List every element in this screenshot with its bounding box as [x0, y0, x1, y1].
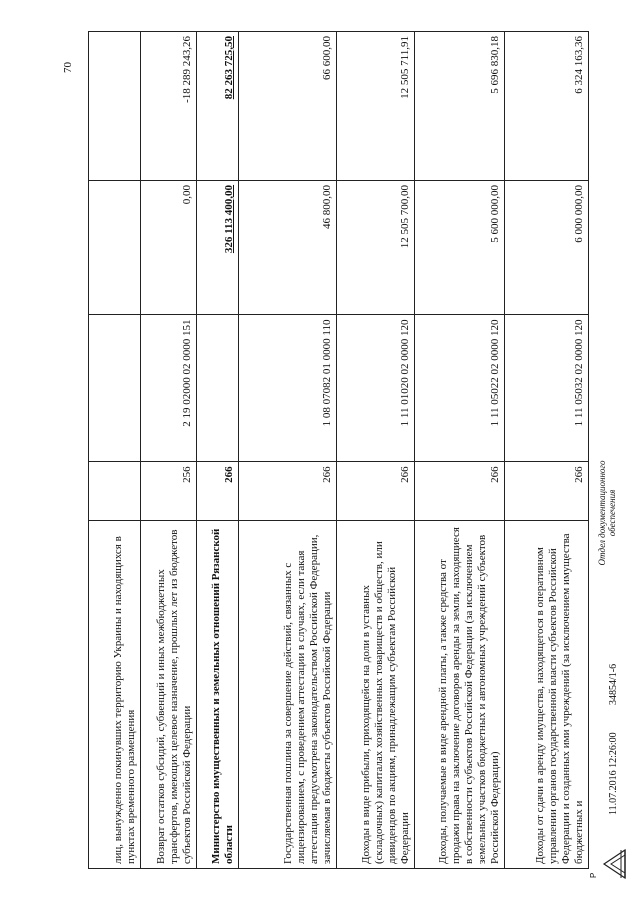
registration-stamp: [589, 847, 627, 881]
row-kbk-cell-text: 1 11 01020 02 0000 120: [399, 319, 411, 427]
row-exec-cell-text: 66 600,00: [321, 36, 333, 80]
row-name-cell: [89, 520, 141, 868]
row-exec-cell: [337, 32, 415, 181]
row-exec-cell-text: -18 289 243,26: [181, 36, 193, 103]
row-plan-cell: [337, 180, 415, 315]
row-plan-cell-text: 6 000 000,00: [573, 184, 585, 243]
row-code-cell: [239, 462, 337, 521]
row-code-cell: [415, 462, 505, 521]
budget-table: [88, 31, 589, 869]
row-plan-cell: [141, 180, 197, 315]
row-exec-cell: [239, 32, 337, 181]
row-plan-cell-text: 5 600 000,00: [489, 184, 501, 243]
row-name-cell: [505, 520, 589, 868]
row-name-cell-text: лиц, вынужденно покинувших территорию Украины и находящихся в пунктах временного размещения: [112, 536, 137, 864]
row-name-cell-text: Доходы, получаемые в виде арендной платы, а также средства от продажи права на заключение договоров аренды за земли, находящиеся в собственности субъектов Российской Федерации (за исключением земельных участков бюджетных и автономных учреждений субъектов Российской Федерации): [437, 527, 501, 864]
row-plan-cell-text: 0,00: [181, 184, 193, 205]
row-plan-cell: [239, 180, 337, 315]
table-row: [197, 32, 239, 869]
row-kbk-cell: [89, 315, 141, 462]
row-code-cell: [505, 462, 589, 521]
row-name-cell-text: Доходы от сдачи в аренду имущества, находящегося в оперативном управлении органов государственной власти субъектов Российской Федерации и созданных ими учреждений (за исключением имущества бюджетных и: [534, 533, 585, 864]
row-plan-cell: [89, 180, 141, 315]
row-kbk-cell-text: 1 11 05022 02 0000 120: [489, 319, 501, 427]
row-name-cell: [337, 520, 415, 868]
row-name-cell: [197, 520, 239, 868]
row-exec-cell: [89, 32, 141, 181]
row-kbk-cell: [505, 315, 589, 462]
row-exec-cell-text: 82 263 725,50: [223, 36, 235, 100]
row-code-cell-text: 266: [489, 466, 501, 483]
row-name-cell: [239, 520, 337, 868]
footer-date: 11.07.2016 12:26:00: [608, 732, 619, 815]
row-code-cell-text: 266: [223, 466, 235, 483]
row-name-cell-text: Государственная пошлина за совершение действий, связанных с лицензированием, с проведением аттестации в случаях, если такая аттестация предусмотрена законодательством Российской Федерации, зачисляемая в бюджеты субъектов Российской Федерации: [282, 534, 333, 864]
row-name-cell: [415, 520, 505, 868]
crest-icon: [601, 847, 627, 881]
row-code-cell: [337, 462, 415, 521]
row-code-cell-text: 266: [321, 466, 333, 483]
row-kbk-cell: [415, 315, 505, 462]
row-plan-cell-text: 46 800,00: [321, 184, 333, 229]
row-exec-cell: [505, 32, 589, 181]
table-row: [239, 32, 337, 869]
row-name-cell-text: Доходы в виде прибыли, приходящейся на доли в уставных (складочных) капиталах хозяйственных товариществ и обществ, или дивидендов по акциям, принадлежащим субъектам Российской Федерации: [360, 541, 411, 864]
row-code-cell: [89, 462, 141, 521]
row-code-cell-text: 266: [573, 466, 585, 483]
table-row: [415, 32, 505, 869]
row-name-cell-text: Министерство имущественных и земельных отношений Рязанской области: [210, 528, 235, 864]
row-exec-cell-text: 5 696 830,18: [489, 36, 501, 94]
row-code-cell: [141, 462, 197, 521]
row-kbk-cell-text: 1 11 05032 02 0000 120: [573, 319, 585, 427]
row-code-cell-text: 266: [399, 466, 411, 483]
row-kbk-cell: [337, 315, 415, 462]
stamp-label: Р: [589, 872, 598, 878]
page-number: 70: [62, 62, 74, 73]
row-plan-cell-text: 326 113 400,00: [223, 184, 235, 254]
table-body: [89, 32, 589, 869]
row-kbk-cell: [141, 315, 197, 462]
row-plan-cell: [415, 180, 505, 315]
row-name-cell: [141, 520, 197, 868]
row-exec-cell: [141, 32, 197, 181]
table-row: [337, 32, 415, 869]
table-row: [89, 32, 141, 869]
table-row: [141, 32, 197, 869]
row-exec-cell: [197, 32, 239, 181]
row-exec-cell: [415, 32, 505, 181]
table-row: [505, 32, 589, 869]
row-exec-cell-text: 12 505 711,91: [399, 36, 411, 99]
footer-document-number: 34854/1-6: [608, 663, 619, 705]
row-plan-cell-text: 12 505 700,00: [399, 184, 411, 249]
row-kbk-cell: [239, 315, 337, 462]
row-kbk-cell-text: 1 08 07082 01 0000 110: [321, 319, 333, 427]
row-kbk-cell-text: 2 19 02000 02 0000 151: [181, 319, 193, 427]
row-code-cell-text: 256: [181, 466, 193, 483]
row-plan-cell: [197, 180, 239, 315]
row-plan-cell: [505, 180, 589, 315]
row-kbk-cell: [197, 315, 239, 462]
row-exec-cell-text: 6 324 163,36: [573, 36, 585, 94]
footer-department: Отдел документационного обеспечения: [597, 460, 617, 566]
row-code-cell: [197, 462, 239, 521]
row-name-cell-text: Возврат остатков субсидий, субвенций и иных межбюджетных трансфертов, имеющих целевое назначение, прошлых лет из бюджетов субъектов Российской Федерации: [155, 529, 193, 864]
